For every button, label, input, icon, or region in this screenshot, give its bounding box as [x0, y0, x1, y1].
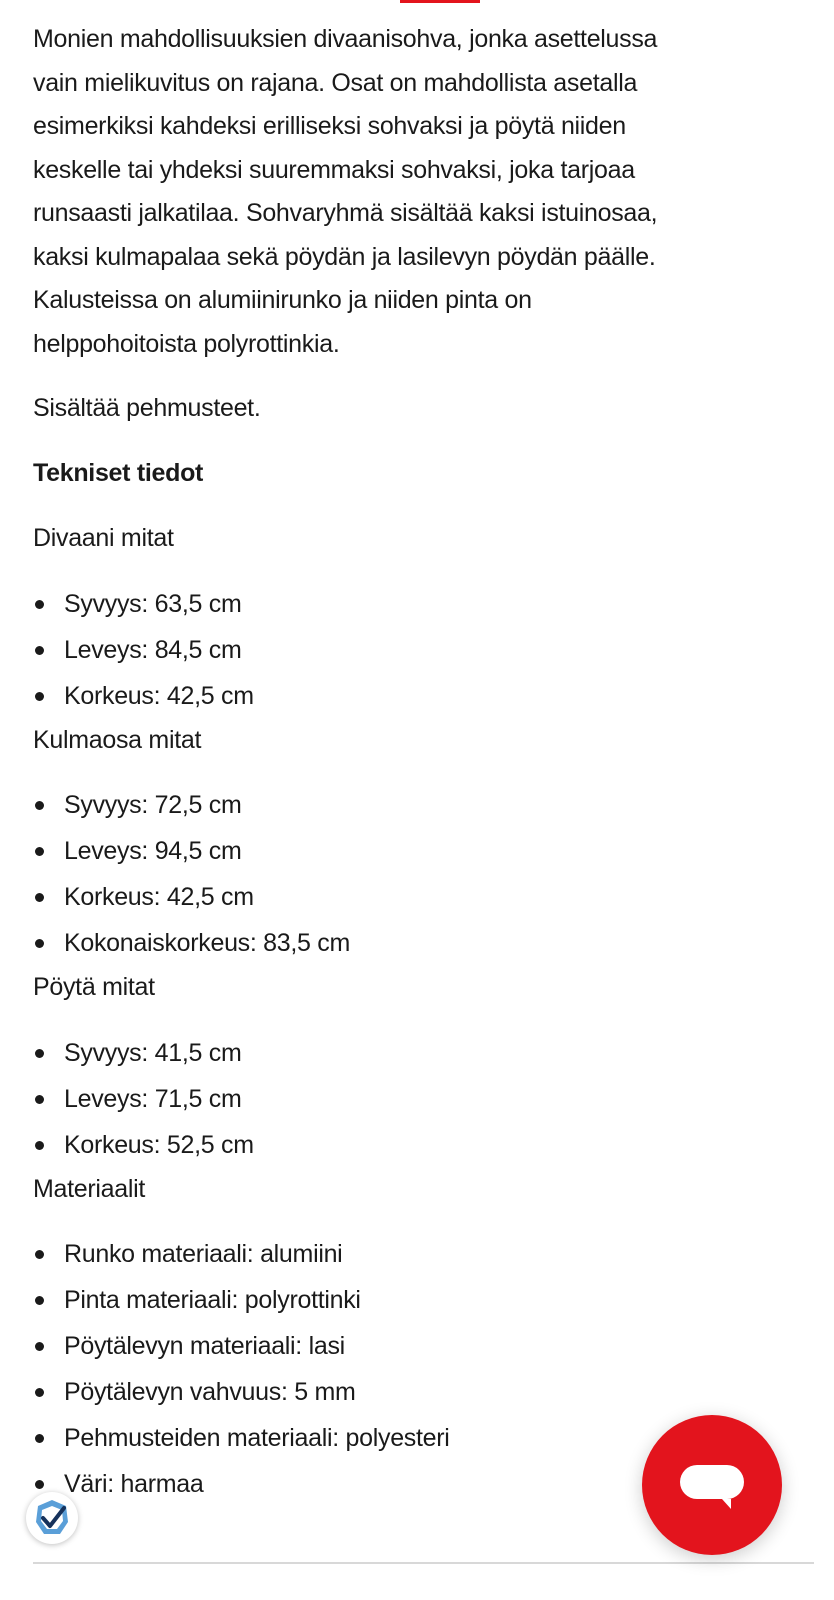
chat-button[interactable] [642, 1415, 782, 1555]
list-item: Pöytälevyn vahvuus: 5 mm [33, 1369, 813, 1415]
list-item: Leveys: 71,5 cm [33, 1076, 813, 1122]
list-item: Runko materiaali: alumiini [33, 1231, 813, 1277]
specs-heading: Tekniset tiedot [33, 458, 204, 487]
trust-badge[interactable] [26, 1492, 78, 1544]
includes-text: Sisältää pehmusteet. [33, 394, 261, 422]
list-item: Korkeus: 42,5 cm [33, 673, 813, 719]
list-item: Syvyys: 63,5 cm [33, 581, 813, 627]
product-description [33, 18, 813, 1507]
list-item: Leveys: 84,5 cm [33, 627, 813, 673]
spec-section-title: Kulmaosa mitat [33, 725, 202, 754]
list-item: Korkeus: 52,5 cm [33, 1122, 813, 1168]
list-item: Kokonaiskorkeus: 83,5 cm [33, 920, 813, 966]
verified-check-icon [26, 1492, 78, 1544]
description-paragraph [33, 18, 813, 366]
list-item: Leveys: 94,5 cm [33, 828, 813, 874]
list-item: Korkeus: 42,5 cm [33, 874, 813, 920]
description-line: vain mielikuvitus on rajana. Osat on mahdollista asetalla [33, 68, 638, 97]
spec-list [33, 1030, 813, 1168]
spec-section-title: Pöytä mitat [33, 973, 155, 1001]
description-line: kaksi kulmapalaa sekä pöydän ja lasilevyn pöydän päälle. [33, 242, 656, 271]
description-line: esimerkiksi kahdeksi erilliseksi sohvaksi ja pöytä niiden [33, 112, 626, 140]
spec-section-title: Divaani mitat [33, 524, 174, 552]
description-line: Monien mahdollisuuksien divaanisohva, jonka asettelussa [33, 25, 658, 53]
divider [33, 1562, 814, 1564]
description-line: runsaasti jalkatilaa. Sohvaryhmä sisältää kaksi istuinosaa, [33, 199, 658, 227]
list-item: Pinta materiaali: polyrottinki [33, 1277, 813, 1323]
description-line: helppohoitoista polyrottinkia. [33, 329, 340, 358]
spec-section-title: Materiaalit [33, 1174, 146, 1203]
list-item: Syvyys: 41,5 cm [33, 1030, 813, 1076]
list-item: Pöytälevyn materiaali: lasi [33, 1323, 813, 1369]
list-item: Pehmusteiden materiaali: polyesteri [33, 1415, 813, 1461]
description-line: Kalusteissa on alumiinirunko ja niiden pinta on [33, 286, 532, 314]
spec-list [33, 782, 813, 966]
list-item: Väri: harmaa [33, 1461, 813, 1507]
active-tab-indicator [400, 0, 480, 3]
description-line: keskelle tai yhdeksi suuremmaksi sohvaksi, joka tarjoaa [33, 155, 635, 184]
spec-list [33, 581, 813, 719]
list-item: Syvyys: 72,5 cm [33, 782, 813, 828]
